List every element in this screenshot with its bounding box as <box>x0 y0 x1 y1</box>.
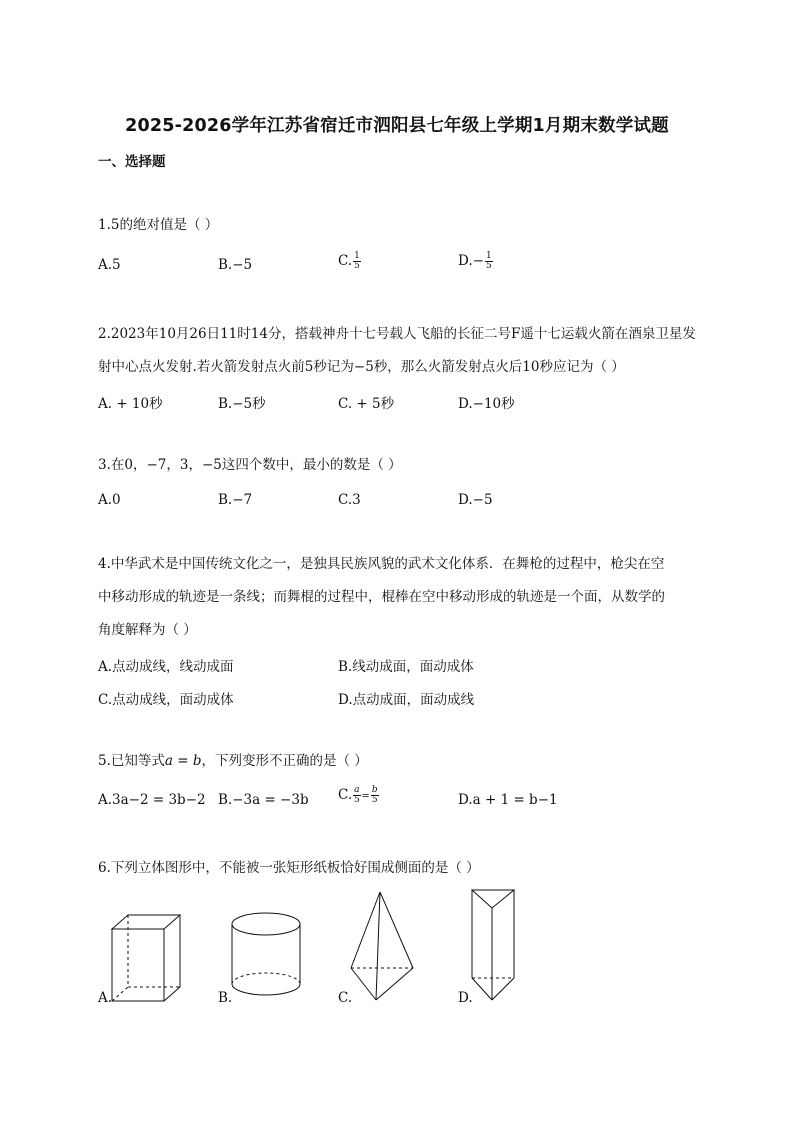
q4-option-b: B.线动成面，面动成体 <box>338 659 474 675</box>
fraction-numerator: 1 <box>485 251 492 261</box>
q1-option-c-prefix: C. <box>338 253 353 269</box>
q3-option-d: D.−5 <box>458 492 493 508</box>
q5-stem-prefix: 5.已知等式 <box>98 753 165 769</box>
rectangular-prism-figure <box>104 905 186 1005</box>
fraction-denominator: 5 <box>485 261 492 271</box>
q5-var-a: a <box>164 753 173 769</box>
q1-option-a: A.5 <box>98 257 121 273</box>
q3-option-a: A.0 <box>98 492 121 508</box>
q4-option-a: A.点动成线，线动成面 <box>98 659 234 675</box>
q3-option-c: C.3 <box>338 492 361 508</box>
q1-option-d-fraction <box>485 252 493 271</box>
q2-option-b: B.−5秒 <box>218 396 266 412</box>
fraction-denominator: 5 <box>371 795 378 805</box>
page-title: 2025-2026学年江苏省宿迁市泗阳县七年级上学期1月期末数学试题 <box>125 116 669 136</box>
q2-option-c: C. + 5秒 <box>338 396 395 412</box>
fraction-numerator: 1 <box>354 251 360 261</box>
fraction-numerator: a <box>354 785 360 795</box>
q5-option-c <box>338 786 380 805</box>
question-5-stem <box>98 745 698 778</box>
q2-option-d: D.−10秒 <box>458 396 515 412</box>
fraction-numerator: b <box>371 785 378 795</box>
q1-option-c <box>338 252 362 271</box>
q1-option-d <box>458 252 494 271</box>
q5-option-c-fraction-1 <box>353 786 360 805</box>
question-4-line-1: 4.中华武术是中国传统文化之一，是独具民族风貌的武术文化体系．在舞枪的过程中，枪尖在空 <box>98 556 665 572</box>
q5-option-b: B.−3a = −3b <box>218 792 309 808</box>
q2-option-a: A. + 10秒 <box>98 396 163 412</box>
q5-option-a: A.3a−2 = 3b−2 <box>98 792 206 808</box>
question-1-stem: 1.5的绝对值是（ ） <box>98 217 219 233</box>
cylinder-figure <box>228 908 306 1000</box>
q1-option-c-fraction <box>353 252 361 271</box>
q5-stem-suffix: ，下列变形不正确的是（ ） <box>201 753 368 769</box>
q5-option-c-fraction-2 <box>371 786 379 805</box>
q4-option-d: D.点动成面，面动成线 <box>338 692 475 708</box>
fraction-denominator: 5 <box>354 261 360 271</box>
question-2-line-2: 射中心点火发射.若火箭发射点火前5秒记为−5秒，那么火箭发射点火后10秒应记为（ ） <box>98 359 625 375</box>
q1-option-d-prefix: D.− <box>458 253 484 269</box>
fraction-denominator: 5 <box>353 795 360 805</box>
question-4-line-2: 中移动形成的轨迹是一条线；而舞棍的过程中，棍棒在空中移动形成的轨迹是一个面，从数学的 <box>98 589 665 605</box>
q5-option-c-equals: = <box>361 791 370 802</box>
q3-option-b: B.−7 <box>218 492 253 508</box>
q5-var-b: b <box>192 753 202 769</box>
q1-option-b: B.−5 <box>218 257 253 273</box>
section-heading: 一、选择题 <box>98 154 166 170</box>
q6-option-c-label: C. <box>338 990 353 1006</box>
triangular-prism-figure <box>466 884 520 1006</box>
q6-option-b-label: B. <box>218 990 233 1006</box>
q5-equals: = <box>172 753 193 769</box>
question-6-stem: 6.下列立体图形中，不能被一张矩形纸板恰好围成侧面的是（ ） <box>98 860 480 876</box>
pyramid-figure <box>346 888 418 1004</box>
q4-option-c: C.点动成线，面动成体 <box>98 692 234 708</box>
question-3-stem: 3.在0，−7，3，−5这四个数中，最小的数是（ ） <box>98 457 402 473</box>
question-2-line-1: 2.2023年10月26日11时14分，搭载神舟十七号载人飞船的长征二号F遥十七运载火箭在酒泉卫星发 <box>98 326 696 342</box>
q5-option-d: D.a + 1 = b−1 <box>458 792 558 808</box>
question-4-line-3: 角度解释为（ ） <box>98 622 197 638</box>
q6-option-d-label: D. <box>458 990 473 1006</box>
q5-option-c-prefix: C. <box>338 787 353 803</box>
q6-option-a-label: A. <box>98 990 113 1006</box>
